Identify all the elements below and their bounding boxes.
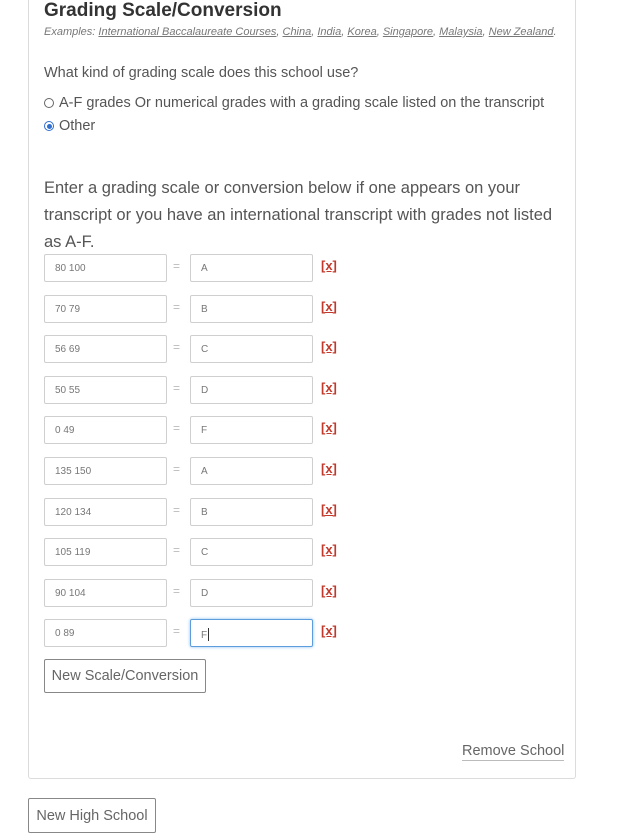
remove-school-link[interactable]: Remove School xyxy=(462,743,565,759)
remove-row-button[interactable]: [x] xyxy=(321,582,337,598)
instructions-text: Enter a grading scale or conversion below if one appears on your transcript or you have an international transcript with grades not listed as A-F. xyxy=(44,179,553,251)
radio-checked-icon[interactable] xyxy=(44,121,54,131)
scale-from-input[interactable]: 50 55 xyxy=(44,376,167,404)
scale-to-value: D xyxy=(201,587,209,599)
equals-sign: = xyxy=(173,583,181,598)
radio-label-other: Other xyxy=(59,118,96,134)
radio-unchecked-icon[interactable] xyxy=(44,98,54,108)
scale-to-input[interactable] xyxy=(190,579,313,607)
scale-to-value: F xyxy=(201,425,208,437)
scale-to-value: C xyxy=(201,344,209,356)
scale-from-input[interactable]: 90 104 xyxy=(44,579,167,607)
equals-sign: = xyxy=(173,502,181,517)
scale-from-input[interactable]: 80 100 xyxy=(44,254,167,282)
scale-to-input[interactable] xyxy=(190,498,313,526)
equals-sign: = xyxy=(173,462,181,476)
scale-from-input[interactable]: 120 134 xyxy=(44,498,167,526)
grading-scale-question: What kind of grading scale does this school use? xyxy=(44,65,359,81)
scale-to-input[interactable] xyxy=(190,416,313,444)
scale-row xyxy=(44,498,344,527)
remove-row-button[interactable]: [x] xyxy=(321,542,337,558)
new-scale-button[interactable]: New Scale/Conversion xyxy=(44,659,206,693)
example-link-malaysia[interactable]: Malaysia xyxy=(439,26,483,38)
scale-to-input[interactable] xyxy=(190,335,313,363)
scale-to-value: F xyxy=(201,630,208,642)
scale-row xyxy=(44,254,344,283)
scale-from-input[interactable]: 135 150 xyxy=(44,457,167,485)
scale-to-value: C xyxy=(201,547,209,559)
remove-row-button[interactable]: [x] xyxy=(321,623,337,639)
scale-to-value: B xyxy=(201,303,208,315)
equals-sign: = xyxy=(173,543,181,558)
remove-row-button[interactable]: [x] xyxy=(321,461,337,476)
section-title: Grading Scale/Conversion xyxy=(44,0,282,21)
scale-row xyxy=(44,416,344,445)
example-link-korea[interactable]: Korea xyxy=(347,26,377,38)
scale-from-input[interactable]: 0 49 xyxy=(44,416,167,444)
example-link-singapore[interactable]: Singapore xyxy=(382,26,433,38)
equals-sign: = xyxy=(173,259,181,273)
scale-to-value: B xyxy=(201,506,208,518)
examples-prefix: Examples: xyxy=(44,26,96,38)
scale-to-value: D xyxy=(201,384,209,396)
remove-row-button[interactable]: [x] xyxy=(321,379,337,395)
remove-row-button[interactable]: [x] xyxy=(321,420,337,436)
new-high-school-button[interactable]: New High School xyxy=(28,798,156,833)
scale-row xyxy=(44,295,344,324)
scale-to-input[interactable] xyxy=(190,254,313,282)
radio-option-af[interactable] xyxy=(44,95,544,111)
equals-sign: = xyxy=(173,340,181,355)
scale-row xyxy=(44,538,344,567)
radio-option-other[interactable] xyxy=(44,118,95,134)
scale-row xyxy=(44,579,344,608)
remove-row-button[interactable]: [x] xyxy=(321,298,337,314)
scale-row xyxy=(44,376,344,405)
remove-row-button[interactable]: [x] xyxy=(321,258,337,273)
scale-from-input[interactable]: 70 79 xyxy=(44,295,167,323)
scale-row xyxy=(44,457,344,486)
scale-to-input[interactable] xyxy=(190,619,313,647)
scale-to-value: A xyxy=(201,466,208,477)
scale-from-input[interactable]: 56 69 xyxy=(44,335,167,363)
scale-row xyxy=(44,619,344,648)
scale-to-input[interactable] xyxy=(190,457,313,485)
example-link-china[interactable]: China xyxy=(282,26,312,38)
examples-text: Examples: International Baccalaureate Courses, China, India, Korea, Singapore, Malaysia, New Zealand. xyxy=(44,26,557,38)
scale-from-input[interactable]: 0 89 xyxy=(44,619,167,647)
equals-sign: = xyxy=(173,299,181,314)
equals-sign: = xyxy=(173,624,181,639)
scale-to-input[interactable] xyxy=(190,538,313,566)
example-link-india[interactable]: India xyxy=(317,26,342,38)
scale-to-input[interactable] xyxy=(190,295,313,323)
example-link-ib[interactable]: International Baccalaureate Courses xyxy=(98,26,277,38)
equals-sign: = xyxy=(173,380,181,395)
scale-to-input[interactable] xyxy=(190,376,313,404)
remove-row-button[interactable]: [x] xyxy=(321,339,337,355)
scale-from-input[interactable]: 105 119 xyxy=(44,538,167,566)
remove-row-button[interactable]: [x] xyxy=(321,501,337,517)
example-link-new-zealand[interactable]: New Zealand xyxy=(488,26,554,38)
scale-row xyxy=(44,335,344,364)
equals-sign: = xyxy=(173,421,181,436)
radio-label-af: A-F grades Or numerical grades with a grading scale listed on the transcript xyxy=(59,95,545,111)
text-caret xyxy=(208,628,209,641)
scale-to-value: A xyxy=(201,263,208,274)
